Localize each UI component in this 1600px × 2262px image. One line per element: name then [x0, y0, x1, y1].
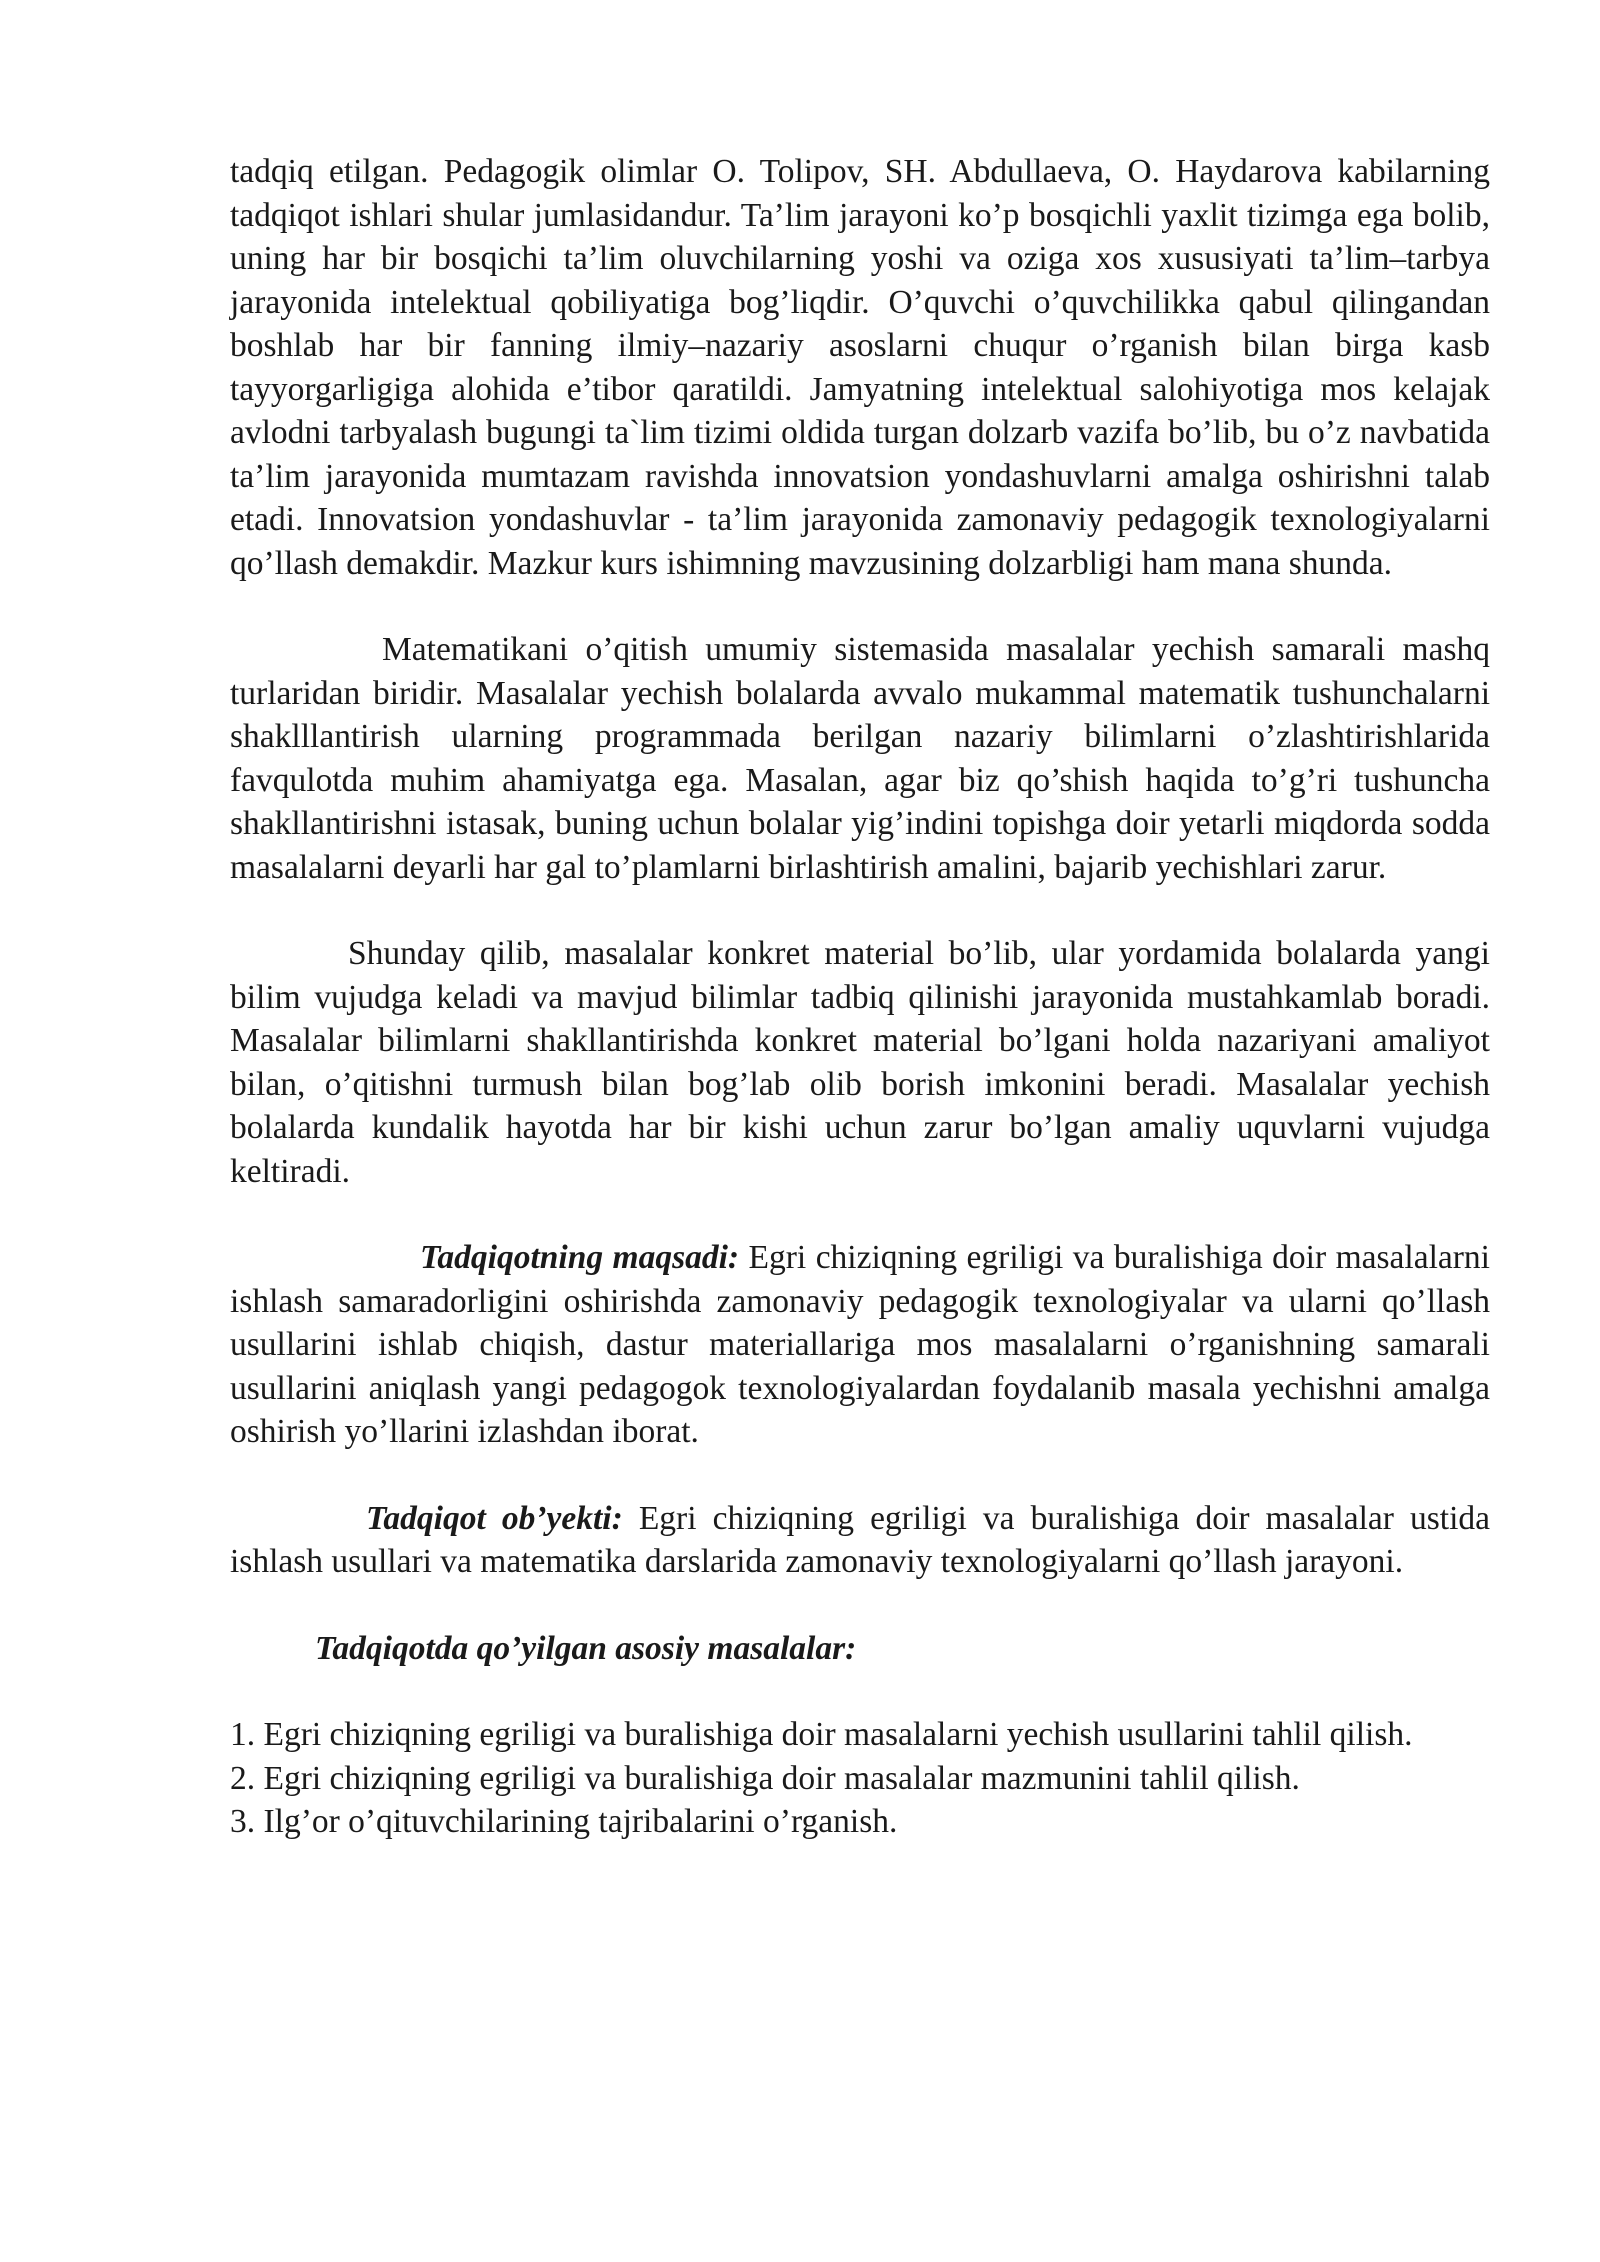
paragraph-problem-solving: Matematikani o’qitish umumiy sistemasida masalalar yechish samarali mashq turlaridan biridir. Masalalar yechish bolalarda avvalo mukammal matematik tushunchalarni shaklllantirish ularning programmada berilgan nazariy bilimlarni o’zlashtirishlarida favqulotda muhim ahamiyatga ega. Masalan, agar biz qo’shish haqida to’g’ri tushuncha shakllantirishni istasak, buning uchun bolalar yig’indini topishga doir yetarli miqdorda sodda masalalarni deyarli har gal to’plamlarni birlashtirish amalini, bajarib yechishlari zarur.: [230, 631, 1490, 886]
paragraph-intro: tadqiq etilgan. Pedagogik olimlar O. Tolipov, SH. Abdullaeva, O. Haydarova kabilarning tadqiqot ishlari shular jumlasidandur. Ta’lim jarayoni ko’p bosqichli yaxlit tizimga ega bolib, uning har bir bosqichi ta’lim oluvchilarning yoshi va oziga xos xususiyati ta’lim–tarbya jarayonida intelektual qobiliyatiga bog’liqdir. O’quvchi o’quvchilikka qabul qilingandan boshlab har bir fanning ilmiy–nazariy asoslarni chuqur o’rganish bilan birga kasb tayyorgarligiga alohida e’tibor qaratildi. Jamyatning intelektual salohiyotiga mos kelajak avlodni tarbyalash bugungi ta`lim tizimi oldida turgan dolzarb vazifa bo’lib, bu o’z navbatida ta’lim jarayonida mumtazam ravishda innovatsion yondashuvlarni amalga oshirishni talab etadi. Innovatsion yondashuvlar - ta’lim jarayonida zamonaviy pedagogik texnologiyalarni qo’llash demakdir. Mazkur kurs ishimning mavzusining dolzarbligi ham mana shunda.: [230, 153, 1490, 582]
list-item: 3. Ilg’or o’qituvchilarining tajribalarini o’rganish.: [230, 1803, 898, 1840]
tasks-list: [230, 1713, 1490, 1844]
list-item: 2. Egri chiziqning egriligi va buralishiga doir masalalar mazmunini tahlil qilish.: [230, 1759, 1300, 1797]
tasks-heading: [230, 1627, 1490, 1671]
paragraph-research-object: [230, 1497, 1490, 1584]
tasks-heading-text: Tadqiqotda qo’yilgan asosiy masalalar:: [315, 1629, 857, 1667]
research-goal-label: Tadqiqotning maqsadi:: [420, 1239, 740, 1276]
research-object-label: Tadqiqot ob’yekti:: [366, 1499, 623, 1537]
research-goal-text: Egri chiziqning egriligi va buralishiga doir masalalarni ishlash samaradorligini oshirishda zamonaviy pedagogik texnologiyalar va ularni qo’llash usullarini ishlab chiqish, dastur materiallariga mos masalalarni o’rganishning samarali usullarini aniqlash yangi pedagogok texnologiyalardan foydalanib masala yechishni amalga oshirish yo’llarini izlashdan iborat.: [230, 1239, 1490, 1450]
research-object-text: Egri chiziqning egriligi va buralishiga doir masalalar ustida ishlash usullari va matematika darslarida zamonaviy texnologiyalarni qo’llash jarayoni.: [230, 1499, 1490, 1580]
document-page: [230, 150, 1490, 1844]
paragraph-research-goal: [230, 1236, 1490, 1454]
list-item: 1. Egri chiziqning egriligi va buralishiga doir masalalarni yechish usullarini tahlil qilish.: [230, 1716, 1413, 1753]
paragraph-concrete-material: Shunday qilib, masalalar konkret material bo’lib, ular yordamida bolalarda yangi bilim vujudga keladi va mavjud bilimlar tadbiq qilinishi jarayonida mustahkamlab boradi. Masalalar bilimlarni shakllantirishda konkret material bo’lgani holda nazariyani amaliyot bilan, o’qitishni turmush bilan bog’lab olib borish imkonini beradi. Masalalar yechish bolalarda kundalik hayotda har bir kishi uchun zarur bo’lgan amaliy uquvlarni vujudga keltiradi.: [230, 935, 1490, 1190]
